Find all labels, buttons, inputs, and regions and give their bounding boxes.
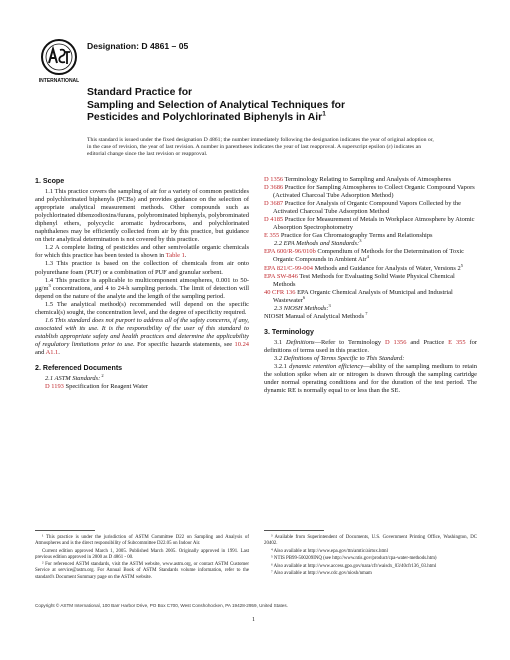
paragraph-1-2: 1.2 A complete listing of pesticides and other semivolatile organic chemicals for which this practice has been tested is shown in Table 1. xyxy=(35,244,249,260)
left-column xyxy=(35,172,249,391)
footnote-3: ³ Available from Superintendent of Documents, U.S. Government Printing Office, Washington, DC 20402. xyxy=(264,535,477,547)
table-1-link[interactable]: Table 1 xyxy=(165,252,185,260)
paragraph-1-5: 1.5 The analytical method(s) recommended will depend on the specific chemical(s) sought, the concentration level, and the degree of specificity required. xyxy=(35,300,249,316)
ref-epa-821: EPA 821/C-99-004 Methods and Guidance for Analysis of Water, Versions $2^5$ xyxy=(264,262,463,272)
ref-link-40cfr136[interactable]: 40 CFR 136 xyxy=(264,288,296,296)
footnote-divider-left xyxy=(35,530,95,531)
ref-epa-600: EPA 600/R-96/010b Compendium of Methods for the Determination of Toxic Organic Compounds in Ambient Air$^4$ xyxy=(264,248,464,264)
issuance-note: This standard is issued under the fixed designation D 4861; the number immediately following the designation indicates the year of original adoption or, in the case of revision, the year of last revision. A number in parentheses indicates the year of last reapproval. A superscript epsilon (ε) indicates an editorial change since the last revision or reapproval. xyxy=(87,137,434,158)
epa-methods-heading: 2.2 EPA Methods and Standards:$^3$ xyxy=(274,238,362,248)
ref-link-e355[interactable]: E 355 xyxy=(264,232,280,240)
title-line-1: Standard Practice for xyxy=(87,87,193,98)
section-heading-referenced-documents: 2. Referenced Documents xyxy=(35,364,123,373)
ref-d1356: D 1356 Terminology Relating to Sampling and Analysis of Atmospheres xyxy=(264,176,452,183)
paragraph-3-2-1: 3.2.1 dynamic retention efficiency—ability of the sampling medium to retain the solution spike when air or nitrogen is drawn through the sampling cartridge under normal operating conditions and for the duration of the test period. The dynamic RE is normally equal to or less than the SE. xyxy=(264,363,477,395)
ref-link-d3686[interactable]: D 3686 xyxy=(264,184,284,192)
footnote-1: ¹ This practice is under the jurisdiction of ASTM Committee D22 on Sampling and Analysis of Atmospheres and is the direct responsibility of Subcommittee D22.05 on Indoor Air. xyxy=(35,535,249,547)
footnote-6: ⁶ Also available at http://www.access.gpo.gov/nara/cfr/waisdx_03/40cfr136_03.html xyxy=(271,563,437,569)
ref-d3686: D 3686 Practice for Sampling Atmospheres to Collect Organic Compound Vapors (Activated Charcoal Tube Adsorption Method) xyxy=(264,184,475,200)
section-10-24-link[interactable]: 10.24 xyxy=(234,340,250,348)
ref-link-epa-sw846[interactable]: EPA SW-846 xyxy=(264,272,298,280)
designation: Designation: D 4861 – 05 xyxy=(87,41,189,51)
footnote-2: ² For referenced ASTM standards, visit the ASTM website, www.astm.org, or contact ASTM Customer Service at service@astm.org. For Annual Book of ASTM Standards volume information, refer to the standard's Document Summary page on the ASTM website. xyxy=(35,562,249,580)
ref-link-epa-600[interactable]: EPA 600/R-96/010b xyxy=(264,248,316,256)
ref-link-epa-821[interactable]: EPA 821/C-99-004 xyxy=(264,264,313,272)
paragraph-3-2: 3.2 Definitions of Terms Specific to This Standard: xyxy=(274,354,405,362)
title-line-2: Sampling and Selection of Analytical Techniques for xyxy=(87,99,346,111)
ref-40cfr136: 40 CFR 136 EPA Organic Chemical Analysis of Municipal and Industrial Wastewater$^6$ xyxy=(264,288,453,304)
right-column xyxy=(264,176,477,395)
section-heading-terminology: 3. Terminology xyxy=(264,327,314,336)
ref-link-d3687[interactable]: D 3687 xyxy=(264,200,284,208)
paragraph-1-4: 1.4 This practice is applicable to multicomponent atmospheres, 0.001 to $50-\mu g/m^3$ concentrations, and 4 to 24-h sampling periods. The limit of detection will depend on the nature of the analyte and the length of the sampling period. xyxy=(35,276,249,300)
title-line-3: Pesticides and Polychlorinated Biphenyls in Air xyxy=(87,112,323,123)
ref-d1193: D 1193 Specification for Reagent Water xyxy=(45,383,148,391)
paragraph-3-1: 3.1 Definitions—Refer to Terminology D 1356 and Practice E 355 for definitions of terms used in this practice. xyxy=(264,338,478,354)
section-heading-scope: 1. Scope xyxy=(35,177,65,185)
term-link-e355[interactable]: E 355 xyxy=(448,338,466,346)
footnote-1-edition: Current edition approved March 1, 2005. Published March 2005. Originally approved in 1991. Last previous edition approved in 2000 as D 4861 - 00. xyxy=(35,548,249,560)
footnote-4: ⁴ Also available at http://www.epa.gov/ttn/amtic/airtox.html xyxy=(271,548,388,554)
footnote-7: ⁷ Also available at http://www.cdc.gov/niosh/nmam xyxy=(271,571,372,577)
astm-standards-heading: 2.1 ASTM Standards: $^2$ xyxy=(45,372,104,383)
copyright-notice: Copyright © ASTM International, 100 Barr Harbor Drive, PO Box C700, West Conshohocken, PA 19428-2959, United States. xyxy=(35,603,288,608)
footnote-5: ⁵ NTIS PB99-500209INQ (see http://www.ntis.gov/product/cpa-water-methods.htm) xyxy=(271,556,437,562)
astm-logo-icon xyxy=(39,37,79,87)
paragraph-1-3: 1.3 This practice is based on the collection of chemicals from air onto polyurethane foam (PUF) or a combination of PUF and granular sorbent. xyxy=(35,260,249,276)
page-number: 1 xyxy=(252,616,256,623)
ref-link-d1193[interactable]: D 1193 xyxy=(45,383,64,391)
ref-epa-sw846: EPA SW-846 Test Methods for Evaluating Solid Waste Physical Chemical Methods xyxy=(264,272,455,288)
ref-link-d4185[interactable]: D 4185 xyxy=(264,216,284,224)
footnotes-right xyxy=(264,535,477,579)
footnotes-left xyxy=(35,535,249,582)
document-title xyxy=(87,87,447,125)
title-footnote-ref[interactable]: 1 xyxy=(322,110,326,118)
annex-a1-1-link[interactable]: A1.1 xyxy=(45,348,59,356)
footnote-divider-right xyxy=(264,530,324,531)
niosh-methods-heading: 2.3 NIOSH Methods:$^3$ xyxy=(274,302,331,312)
ref-niosh-manual: NIOSH Manual of Analytical Methods $^7$ xyxy=(264,310,368,320)
ref-d3687: D 3687 Practice for Analysis of Organic Compound Vapors Collected by the Activated Charcoal Tube Adsorption Method xyxy=(264,200,461,216)
logo-text: INTERNATIONAL xyxy=(39,78,79,84)
ref-d4185: D 4185 Practice for Measurement of Metals in Workplace Atmosphere by Atomic Absorption Spectrophotometry xyxy=(264,216,475,232)
paragraph-1-1: 1.1 This practice covers the sampling of air for a variety of common pesticides and polychlorinated biphenyls (PCBs) and provides guidance on the selection of appropriate analytical measurement methods. Other compounds such as polychlorinated dibenzodioxins/furans, polybrominated biphenyls, polybrominated diphenyl ethers, polycyclic aromatic hydrocarbons, and polychlorinated naphthalenes may be efficiently collected from air by this practice, but guidance on their analytical determination is not covered by this practice. xyxy=(35,188,249,244)
term-link-d1356[interactable]: D 1356 xyxy=(385,338,407,346)
ref-e355: E 355 Practice for Gas Chromatography Terms and Relationships xyxy=(264,232,433,240)
ref-link-d1356[interactable]: D 1356 xyxy=(264,176,284,183)
paragraph-1-6: 1.6 This standard does not purport to address all of the safety concerns, if any, associated with its use. It is the responsibility of the user of this standard to establish appropriate safety and health practices and determine the applicability of regulatory limitations prior to use. For specific hazards statements, see 10.24 and A1.1. xyxy=(35,316,250,356)
